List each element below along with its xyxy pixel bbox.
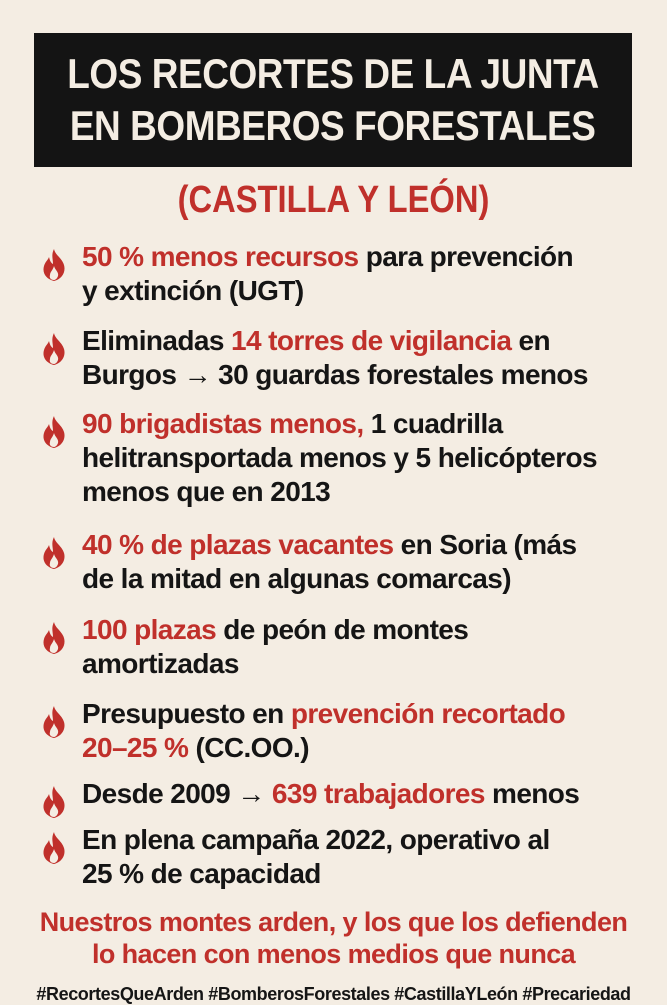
list-item bbox=[38, 407, 650, 509]
title-box bbox=[34, 33, 632, 167]
item-text-part: menos que en 2013 bbox=[82, 476, 331, 507]
closing-message bbox=[0, 906, 667, 970]
item-text-part: de la mitad en algunas comarcas) bbox=[82, 563, 511, 594]
item-text bbox=[82, 823, 650, 891]
item-text-part: para prevención bbox=[358, 241, 574, 272]
item-text bbox=[82, 407, 650, 509]
fire-icon bbox=[38, 621, 70, 655]
fire-icon bbox=[38, 248, 70, 282]
item-highlight: 40 % de plazas vacantes bbox=[82, 529, 394, 560]
item-text-part: (CC.OO.) bbox=[188, 732, 309, 763]
item-text-part: 25 % de capacidad bbox=[82, 858, 321, 889]
item-text-part: Presupuesto en bbox=[82, 698, 291, 729]
fire-icon bbox=[38, 415, 70, 449]
subtitle: (CASTILLA Y LEÓN) bbox=[177, 179, 490, 221]
item-text bbox=[82, 777, 650, 811]
item-text-part: de peón de montes bbox=[216, 614, 469, 645]
list-item bbox=[38, 697, 650, 765]
item-text-part: 1 cuadrilla bbox=[363, 408, 503, 439]
item-highlight: 639 trabajadores bbox=[271, 778, 485, 809]
item-text-part: Desde 2009 → bbox=[82, 778, 272, 809]
fire-icon bbox=[38, 831, 70, 865]
item-highlight: 90 brigadistas menos, bbox=[82, 408, 364, 439]
item-text-part: helitransportada menos y 5 helicópteros bbox=[82, 442, 597, 473]
item-text-part: Eliminadas bbox=[82, 325, 232, 356]
fire-icon bbox=[38, 785, 70, 819]
item-text bbox=[82, 528, 650, 596]
list-item bbox=[38, 240, 650, 308]
item-text-part: en bbox=[511, 325, 551, 356]
list-item bbox=[38, 777, 650, 819]
closing-line-1: Nuestros montes arden, y los que los defienden bbox=[39, 907, 628, 937]
item-highlight: 50 % menos recursos bbox=[82, 241, 359, 272]
item-text bbox=[82, 324, 650, 392]
item-text-part: Burgos → 30 guardas forestales menos bbox=[82, 359, 588, 390]
item-text bbox=[82, 697, 650, 765]
item-text-part: En plena campaña 2022, operativo al bbox=[82, 824, 550, 855]
item-highlight: prevención recortado bbox=[290, 698, 566, 729]
title-line-2: EN BOMBEROS FORESTALES bbox=[70, 102, 596, 149]
item-text-part: amortizadas bbox=[82, 648, 239, 679]
item-highlight: 100 plazas bbox=[82, 614, 217, 645]
item-text bbox=[82, 240, 650, 308]
fire-icon bbox=[38, 536, 70, 570]
list-item bbox=[38, 823, 650, 891]
title-line-1: LOS RECORTES DE LA JUNTA bbox=[67, 50, 599, 97]
item-highlight: 14 torres de vigilancia bbox=[231, 325, 512, 356]
item-text-part: menos bbox=[484, 778, 580, 809]
closing-line-2: lo hacen con menos medios que nunca bbox=[91, 939, 576, 969]
list-item bbox=[38, 613, 650, 681]
item-text-part: y extinción (UGT) bbox=[82, 275, 304, 306]
hashtags: #RecortesQueArden #BomberosForestales #CastillaYLeón #Precariedad bbox=[36, 984, 631, 1004]
item-text-part: en Soria (más bbox=[393, 529, 577, 560]
fire-icon bbox=[38, 705, 70, 739]
list-item bbox=[38, 528, 650, 596]
list-item bbox=[38, 324, 650, 392]
item-text bbox=[82, 613, 650, 681]
fire-icon bbox=[38, 332, 70, 366]
item-highlight: 20–25 % bbox=[82, 732, 189, 763]
